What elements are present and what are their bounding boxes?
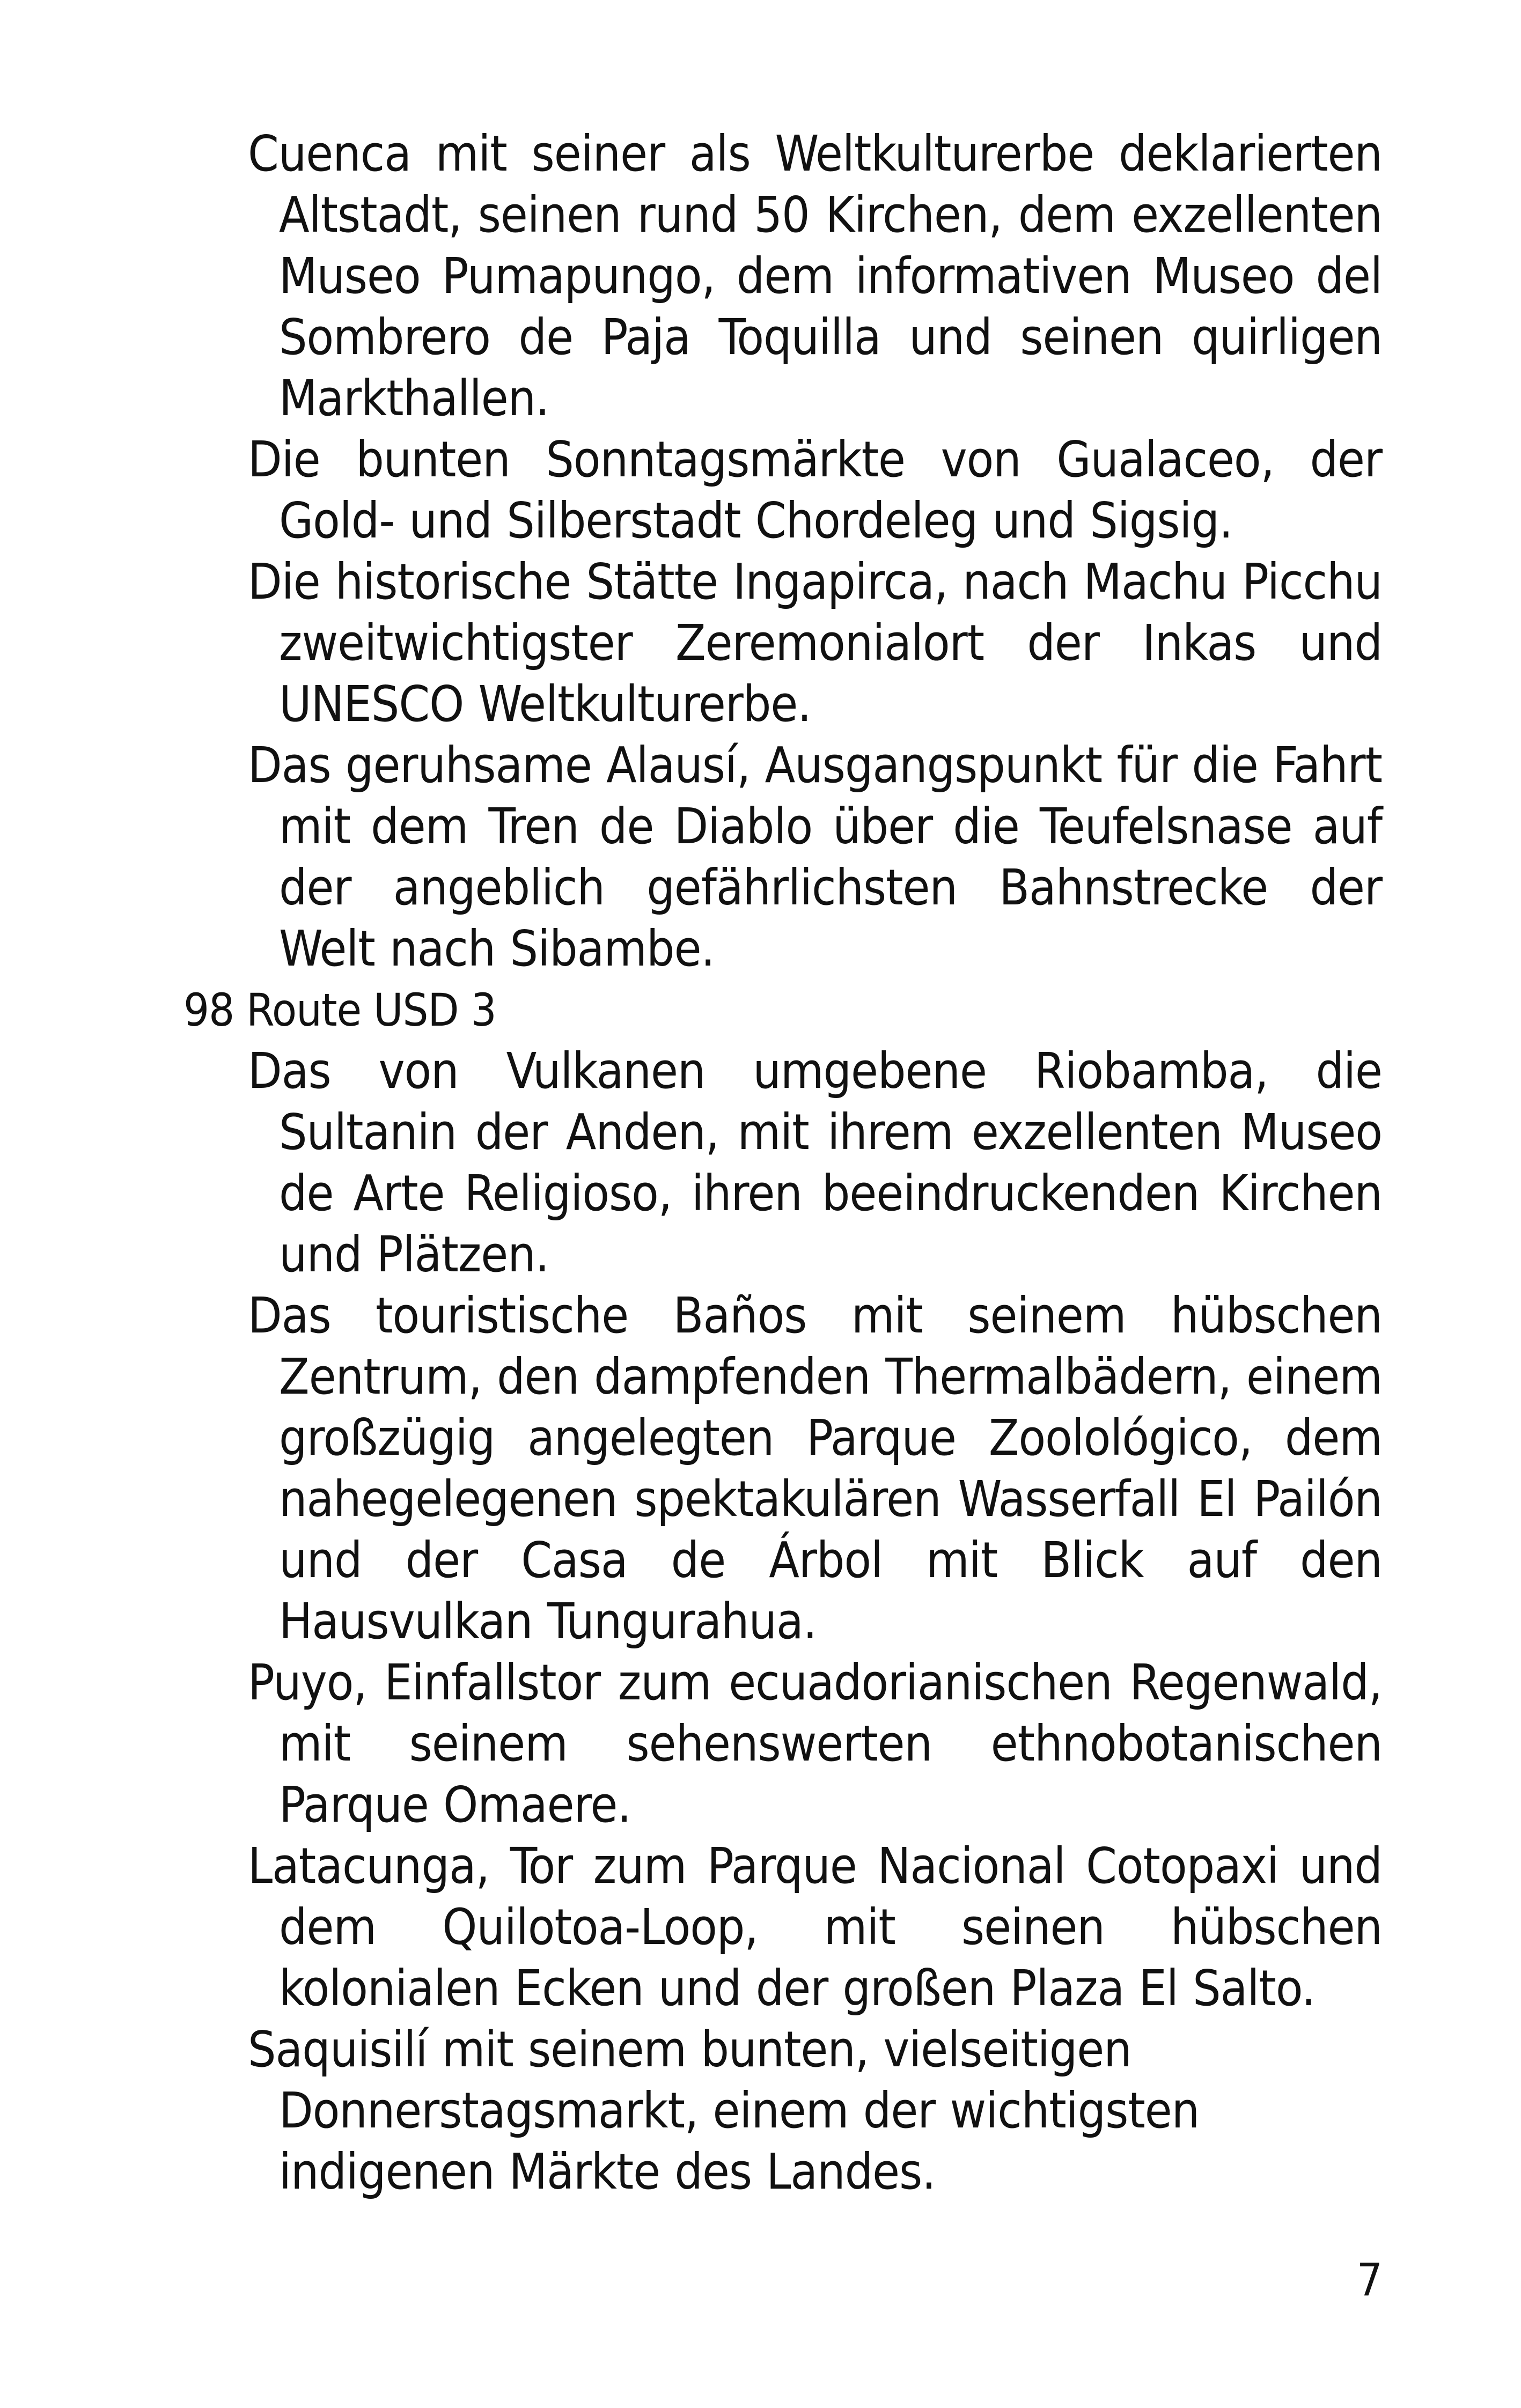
list-item-sonntagsmaerkte: Die bunten Sonntagsmärkte von Gualaceo, der Gold- und Silberstadt Chordeleg und Sigsig. — [248, 431, 1382, 549]
list-item-banos: Das touristische Baños mit seinem hübschen Zentrum, den dampfenden Thermalbädern, einem großzügig angelegten Parque Zoolológico, dem nahegelegenen spektakulären Wasserfall El Pailón und der Casa de Árbol mit Blick auf den Hausvulkan Tungurahua. — [248, 1287, 1382, 1650]
list-item-saquisili: Saquisilí mit seinem bunten, vielseitigen Donnerstagsmarkt, einem der wichtigsten indigenen Märkte des Landes. — [248, 2021, 1200, 2200]
list-item-latacunga: Latacunga, Tor zum Parque Nacional Cotopaxi und dem Quilotoa-Loop, mit seinen hübschen kolonialen Ecken und der großen Plaza El Salto. — [248, 1837, 1382, 2017]
page-content — [183, 123, 1382, 2203]
list-item-puyo: Puyo, Einfallstor zum ecuadorianischen Regenwald, mit seinem sehenswerten ethnobotanischen Parque Omaere. — [248, 1654, 1382, 1833]
route-heading: 98 Route USD 3 — [183, 984, 496, 1036]
page-number: 7 — [1356, 2254, 1383, 2306]
list-item-alausi: Das geruhsame Alausí, Ausgangspunkt für die Fahrt mit dem Tren de Diablo über die Teufelsnase auf der angeblich gefährlichsten Bahnstrecke der Welt nach Sibambe. — [248, 737, 1382, 977]
list-item-riobamba: Das von Vulkanen umgebene Riobamba, die Sultanin der Anden, mit ihrem exzellenten Museo de Arte Religioso, ihren beeindruckenden Kirchen und Plätzen. — [248, 1042, 1382, 1283]
list-item-cuenca: Cuenca mit seiner als Weltkulturerbe deklarierten Altstadt, seinen rund 50 Kirchen, dem exzellenten Museo Pumapungo, dem informativen Museo del Sombrero de Paja Toquilla und seinen quirligen Markthallen. — [248, 125, 1382, 427]
list-item-ingapirca: Die historische Stätte Ingapirca, nach Machu Picchu zweitwichtigster Zeremonialort der Inkas und UNESCO Weltkulturerbe. — [248, 553, 1382, 733]
